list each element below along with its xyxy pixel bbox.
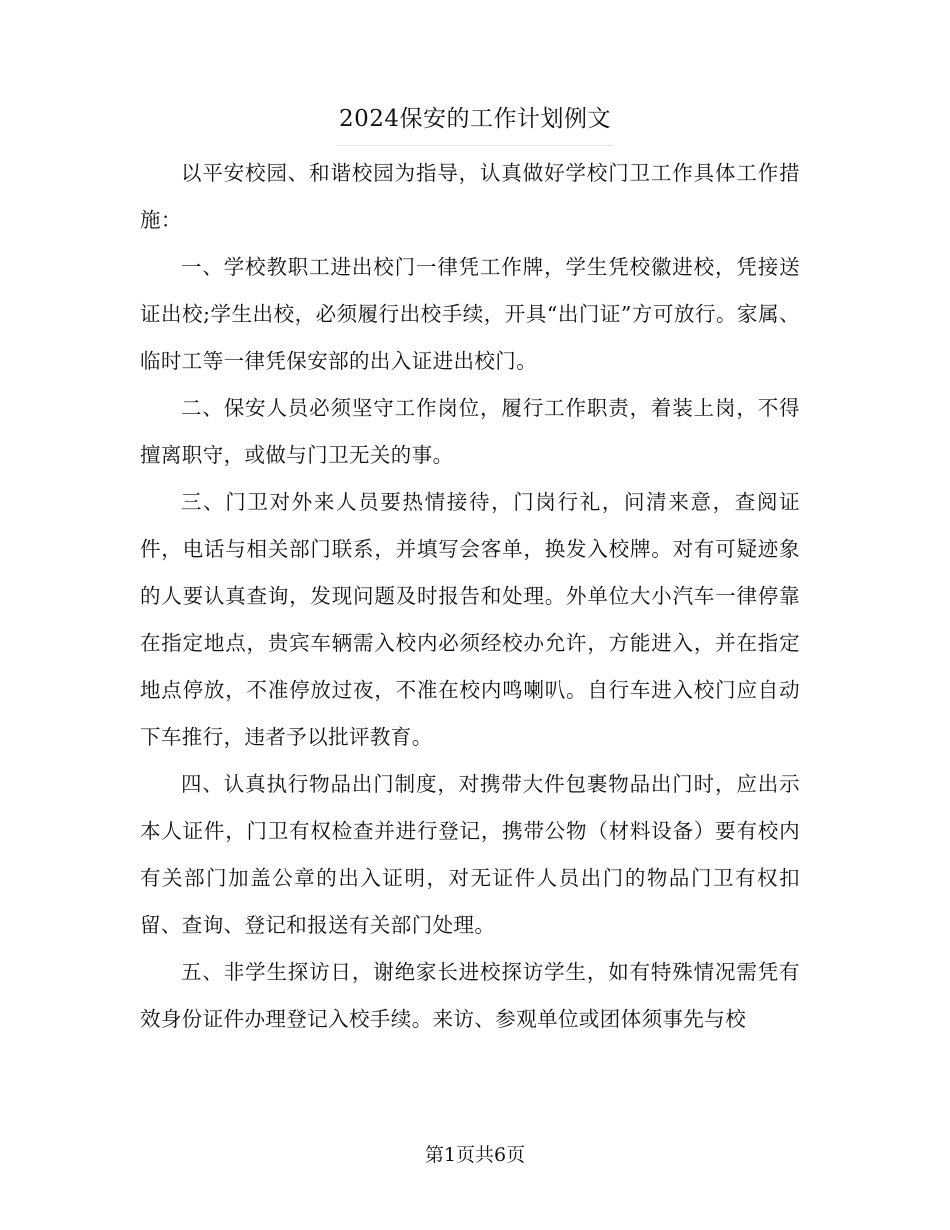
paragraph-1: 一、学校教职工进出校门一律凭工作牌，学生凭校徽进校，凭接送证出校;学生出校，必须履行出校手续，开具“出门证”方可放行。家属、临时工等一律凭保安部的出入证进出校门。	[140, 255, 800, 373]
document-body	[140, 150, 800, 1043]
paragraph-5: 五、非学生探访日，谢绝家长进校探访学生，如有特殊情况需凭有效身份证件办理登记入校手续。来访、参观单位或团体须事先与校	[140, 960, 800, 1031]
paragraph-3: 三、门卫对外来人员要热情接待，门岗行礼，问清来意，查阅证件，电话与相关部门联系，并填写会客单，换发入校牌。对有可疑迹象的人要认真查询，发现问题及时报告和处理。外单位大小汽车一律停靠在指定地点，贵宾车辆需入校内必须经校办允许，方能进入，并在指定地点停放，不准停放过夜，不准在校内鸣喇叭。自行车进入校门应自动下车推行，违者予以批评教育。	[140, 490, 800, 749]
paragraph-2: 二、保安人员必须坚守工作岗位，履行工作职责，着装上岗，不得擅离职守，或做与门卫无关的事。	[140, 396, 800, 467]
paragraph-intro: 以平安校园、和谐校园为指导，认真做好学校门卫工作具体工作措施：	[140, 161, 800, 232]
title-divider	[336, 145, 614, 146]
document-title: 2024保安的工作计划例文	[338, 106, 612, 132]
page-footer: 第1页共6页	[424, 1144, 526, 1166]
paragraph-4: 四、认真执行物品出门制度，对携带大件包裹物品出门时，应出示本人证件，门卫有权检查并进行登记，携带公物（材料设备）要有校内有关部门加盖公章的出入证明，对无证件人员出门的物品门卫有权扣留、查询、登记和报送有关部门处理。	[140, 772, 800, 937]
